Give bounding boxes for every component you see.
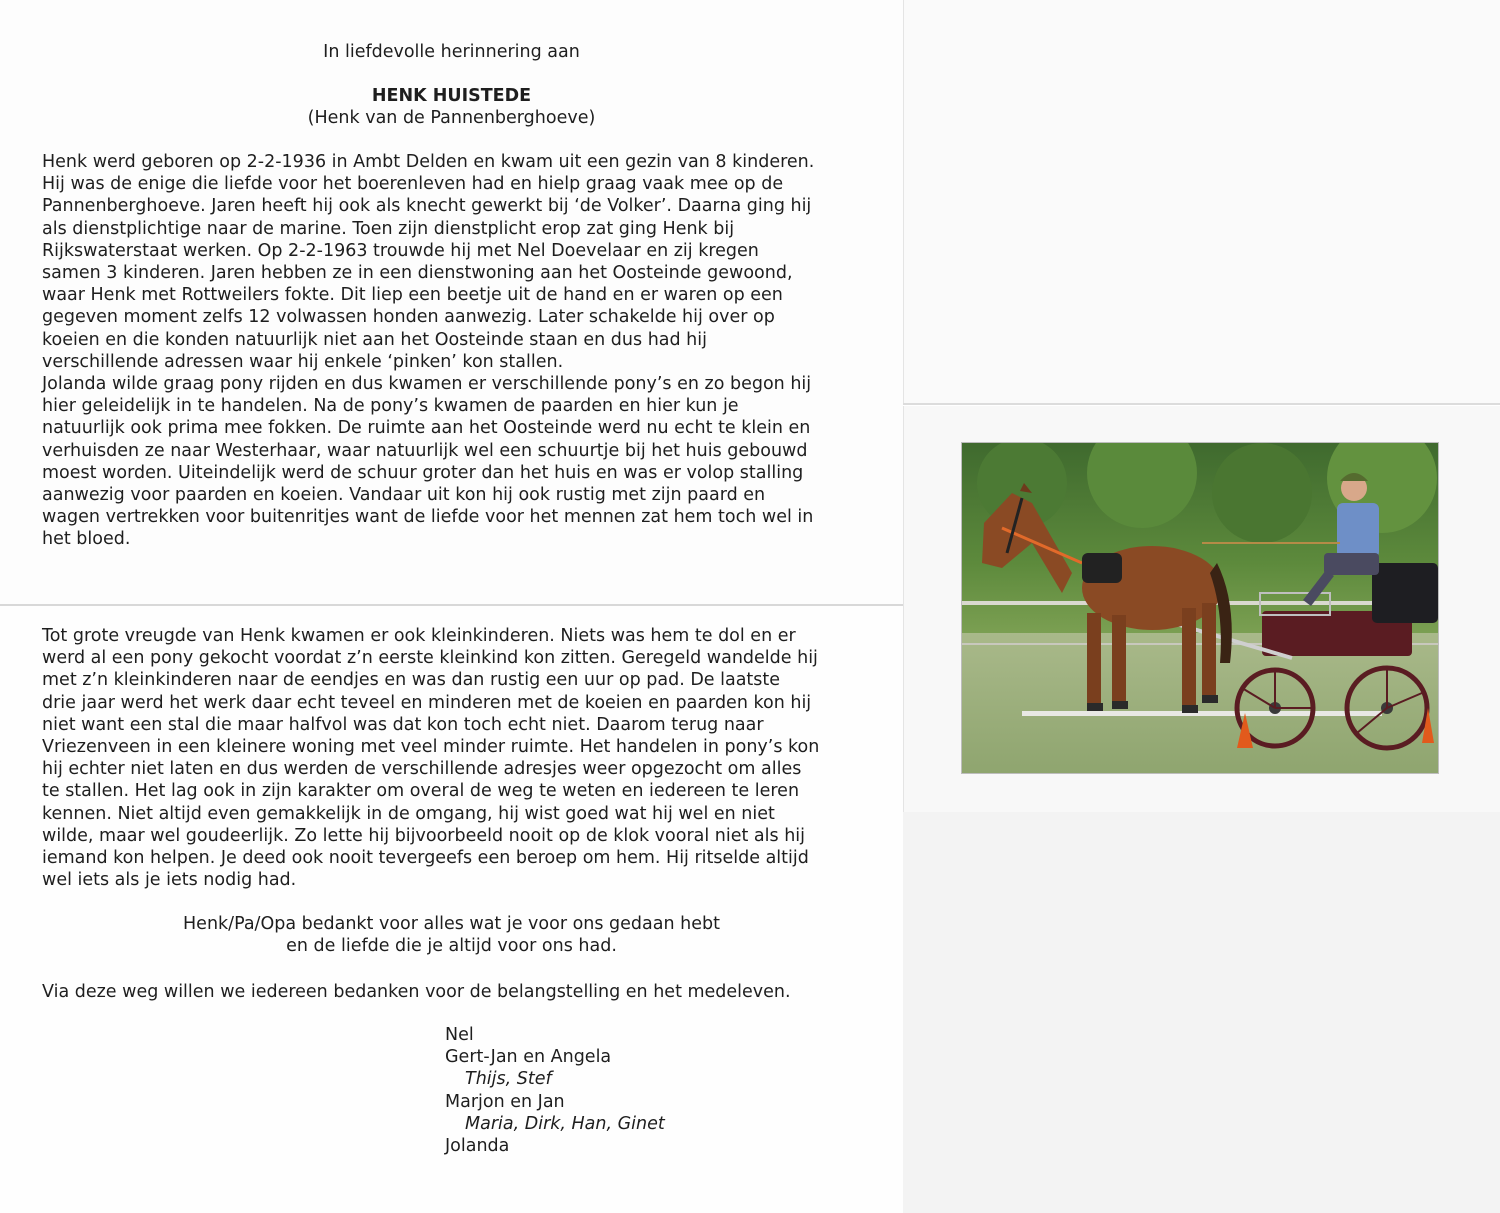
family-member: Gert-Jan en Angela xyxy=(445,1047,612,1068)
grandchildren: Thijs, Stef xyxy=(465,1069,552,1090)
story-line: Hij was de enige die liefde voor het boerenleven had en hielp graag vaak mee op de xyxy=(42,174,784,195)
story-line: koeien en die konden natuurlijk niet aan het Oosteinde staan en dus had hij xyxy=(42,329,707,350)
story-line: natuurlijk ook prima mee fokken. De ruimte aan het Oosteinde werd nu echt te klein en xyxy=(42,418,811,439)
story-line: gegeven moment zelfs 12 volwassen honden aanwezig. Later schakelde hij over op xyxy=(42,307,775,328)
family-member: Jolanda xyxy=(445,1136,510,1157)
story-line: iemand kon helpen. Je deed ook nooit tevergeefs een beroep om hem. Hij ritselde altijd xyxy=(42,848,809,869)
intro-line: In liefdevolle herinnering aan xyxy=(323,42,580,62)
story-line: hij echter niet laten en dus werden de verschillende adresjes weer opgezocht om alles xyxy=(42,759,802,780)
story-line: Vriezenveen in een kleinere woning met veel minder ruimte. Het handelen in pony’s kon xyxy=(42,737,820,758)
story-line: wilde, maar wel goudeerlijk. Zo lette hij bijvoorbeeld nooit op de klok vooral niet als hij xyxy=(42,825,806,846)
family-member: Nel xyxy=(445,1025,474,1045)
closing-line: Via deze weg willen we iedereen bedanken voor de belangstelling en het medeleven. xyxy=(42,982,791,1002)
grandchildren: Maria, Dirk, Han, Ginet xyxy=(465,1113,665,1134)
story-line: wagen vertrekken voor buitenritjes want de liefde voor het mennen zat hem toch wel in xyxy=(42,507,814,528)
story-line: Tot grote vreugde van Henk kwamen er ook kleinkinderen. Niets was hem te dol en er xyxy=(42,626,796,646)
story-line: verhuisden ze naar Westerhaar, waar natuurlijk wel een schuurtje bij het huis gebouwd xyxy=(42,440,808,461)
life-story-part-1 xyxy=(42,151,882,551)
story-line: niet want een stal die maar halfvol was dat kon toch echt niet. Daarom terug naar xyxy=(42,714,764,735)
story-line: Pannenberghoeve. Jaren heeft hij ook als knecht gewerkt bij ‘de Volker’. Daarna ging hij xyxy=(42,196,812,217)
story-line: moest worden. Uiteindelijk werd de schuur groter dan het huis en was er volop stalling xyxy=(42,462,804,483)
story-line: werd al een pony gekocht voordat z’n eerste kleinkind kon zitten. Geregeld wandelde hij xyxy=(42,648,818,669)
right-fold-line xyxy=(903,403,1500,405)
story-line: aanwezig voor paarden en koeien. Vandaar uit kon hij ook rustig met zijn paard en xyxy=(42,485,766,506)
family-signature xyxy=(445,1024,665,1157)
story-line: verschillende adressen waar hij enkele ‘pinken’ kon stallen. xyxy=(42,351,564,372)
story-line: samen 3 kinderen. Jaren hebben ze in een dienstwoning aan het Oosteinde gewoond, xyxy=(42,263,793,284)
family-member: Marjon en Jan xyxy=(445,1091,565,1112)
story-line: met z’n kleinkinderen naar de eendjes en was dan rustig een uur op pad. De laatste xyxy=(42,670,781,691)
story-line: Jolanda wilde graag pony rijden en dus kwamen er verschillende pony’s en zo begon hij xyxy=(42,374,812,395)
story-line: Rijkswaterstaat werken. Op 2-2-1963 trouwde hij met Nel Doevelaar en zij kregen xyxy=(42,240,759,261)
story-line: waar Henk met Rottweilers fokte. Dit liep een beetje uit de hand en er waren op een xyxy=(42,285,783,306)
deceased-name: HENK HUISTEDE xyxy=(371,86,532,106)
fold-line xyxy=(0,604,903,606)
thanks-line-2: en de liefde die je altijd voor ons had. xyxy=(286,936,617,956)
story-line: als dienstplichtige naar de marine. Toen zijn dienstplicht erop zat ging Henk bij xyxy=(42,218,735,239)
card-page-right-top xyxy=(903,0,1500,404)
story-line: drie jaar werd het werk daar echt teveel en minderen met de koeien en paarden kon hij xyxy=(42,692,812,713)
story-line: het bloed. xyxy=(42,529,131,550)
story-line: te stallen. Het lag ook in zijn karakter om overal de weg te weten en iedereen te leren xyxy=(42,781,800,802)
deceased-nickname: (Henk van de Pannenberghoeve) xyxy=(307,108,596,128)
horse-and-carriage-photo xyxy=(961,442,1439,774)
card-page-right-lower xyxy=(903,812,1500,1213)
thanks-line-1: Henk/Pa/Opa bedankt voor alles wat je voor ons gedaan hebt xyxy=(183,914,720,934)
story-line: wel iets als je iets nodig had. xyxy=(42,870,297,891)
story-line: hier geleidelijk in te handelen. Na de pony’s kwamen de paarden en hier kun je xyxy=(42,396,739,417)
life-story-part-2 xyxy=(42,625,882,891)
story-line: Henk werd geboren op 2-2-1936 in Ambt Delden en kwam uit een gezin van 8 kinderen. xyxy=(42,152,815,172)
story-line: kennen. Niet altijd even gemakkelijk in de omgang, hij wist goed wat hij wel en niet xyxy=(42,803,775,824)
